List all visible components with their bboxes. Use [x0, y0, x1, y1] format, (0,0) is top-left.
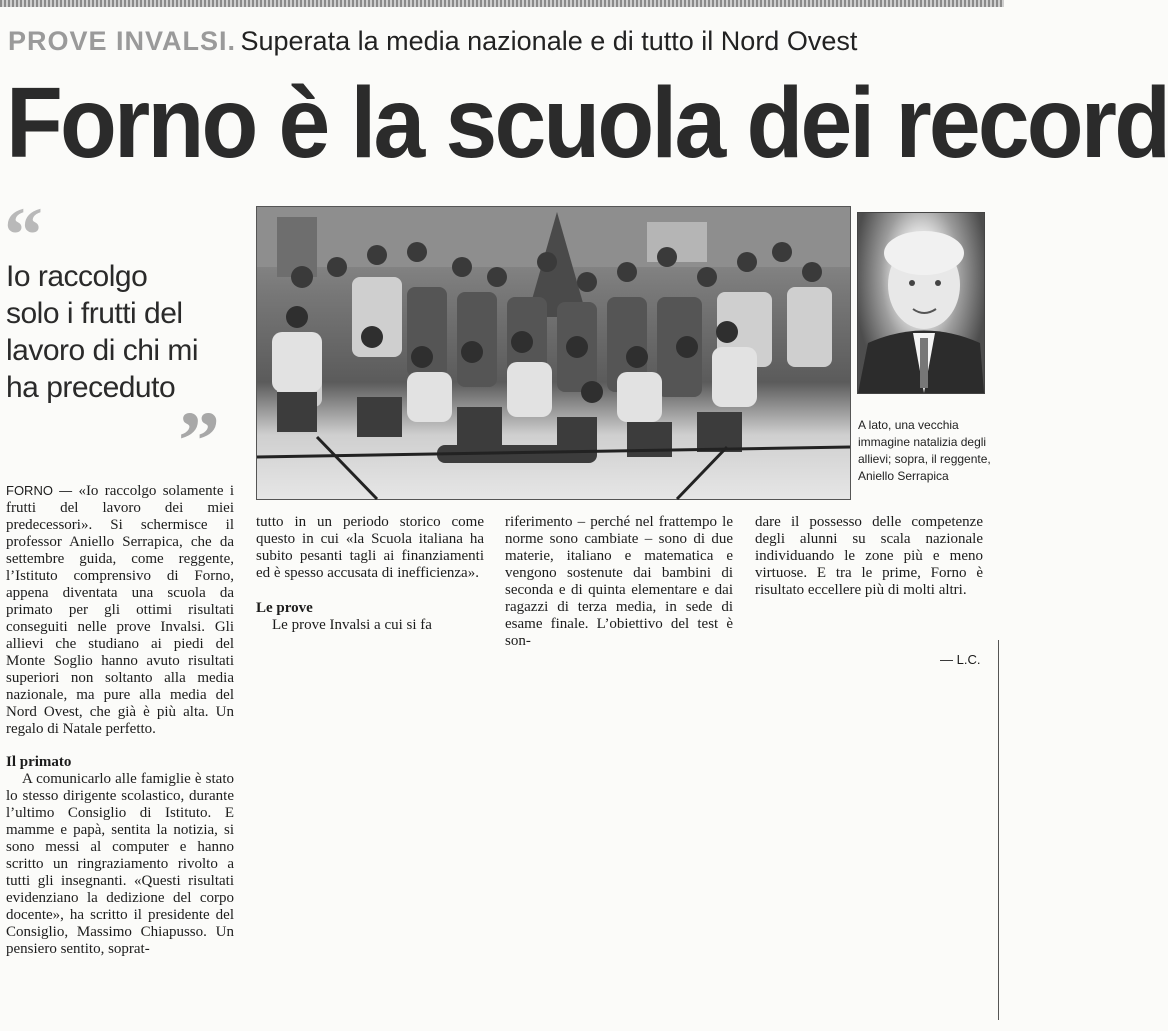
- portrait-drawing: [858, 213, 984, 393]
- page-edge-line: [998, 640, 999, 1020]
- headline: Forno è la scuola dei record: [6, 67, 1168, 179]
- author-signature: — L.C.: [940, 652, 981, 667]
- article-column-1: [6, 482, 234, 958]
- close-quote-icon: ”: [178, 395, 220, 488]
- kicker-subtitle: Superata la media nazionale e di tutto il Nord Ovest: [240, 26, 858, 56]
- open-quote-icon: “: [4, 191, 43, 278]
- article-column-2: [256, 514, 484, 634]
- article-column-4: [755, 514, 983, 599]
- paragraph-intro: [6, 482, 234, 738]
- pull-quote: Io raccolgo solo i frutti del lavoro di chi mi ha preceduto: [6, 260, 199, 404]
- paragraph-riferimento: riferimento – perché nel frattempo le norme sono cambiate – sono di due materie, italiano e matematica e vengono sostenute dai bambini di seconda e di quinta elementare e dai ragazzi di terza media, in sede di esame finale. L’obiettivo del test è son-: [505, 514, 733, 649]
- paragraph-conclusion: dare il possesso delle competenze degli alunni su scala nazionale individuando le zone più e meno virtuose. E tra le prime, Forno è risultato eccellere più di molti altri.: [755, 514, 983, 598]
- subhead-primato: Il primato: [6, 754, 72, 770]
- group-photo-drawing: [257, 207, 850, 499]
- paragraph-continued: tutto in un periodo storico come questo in cui «la Scuola italiana ha subito pesanti tagli ai finanziamenti ed è spesso accusata di inefficienza».: [256, 514, 484, 581]
- kicker-tag: PROVE INVALSI.: [8, 26, 237, 56]
- page-top-border: [0, 0, 1004, 7]
- portrait-photo: [857, 212, 985, 394]
- subhead-prove: Le prove: [256, 600, 313, 616]
- paragraph-intro-text: «Io raccolgo solamente i frutti del lavoro dei miei predecessori». Si schermisce il professor Aniello Serrapica, che da settembre guida, come reggente, l’Istituto comprensivo di Forno, appena diventata una scuola da primato per gli ottimi risultati conseguiti nelle prove Invalsi. Gli allievi che studiano ai piedi del Monte Soglio hanno avuto risultati superiori non soltanto alla media nazionale, ma pure alla media del Nord Ovest, che già è più alta. Un regalo di Natale perfetto.: [6, 483, 234, 737]
- photo-caption: A lato, una vecchia immagine natalizia degli allievi; sopra, il reggente, Aniello Serrapica: [858, 418, 991, 483]
- paragraph-primato: A comunicarlo alle famiglie è stato lo stesso dirigente scolastico, durante l’ultimo Consiglio di Istituto. E mamme e papà, sentita la notizia, si sono messi al computer e hanno scritto un ringraziamento rivolto a tutti gli insegnanti. «Questi risultati evidenziano la dedizione del corpo docente», ha scritto il presidente del Consiglio, Massimo Chiapusso. Un pensiero sentito, soprat-: [6, 771, 234, 957]
- dateline: FORNO —: [6, 483, 73, 498]
- kicker: [8, 26, 857, 57]
- paragraph-prove: Le prove Invalsi a cui si fa: [272, 617, 432, 633]
- group-photo: [256, 206, 851, 500]
- article-column-3: [505, 514, 733, 650]
